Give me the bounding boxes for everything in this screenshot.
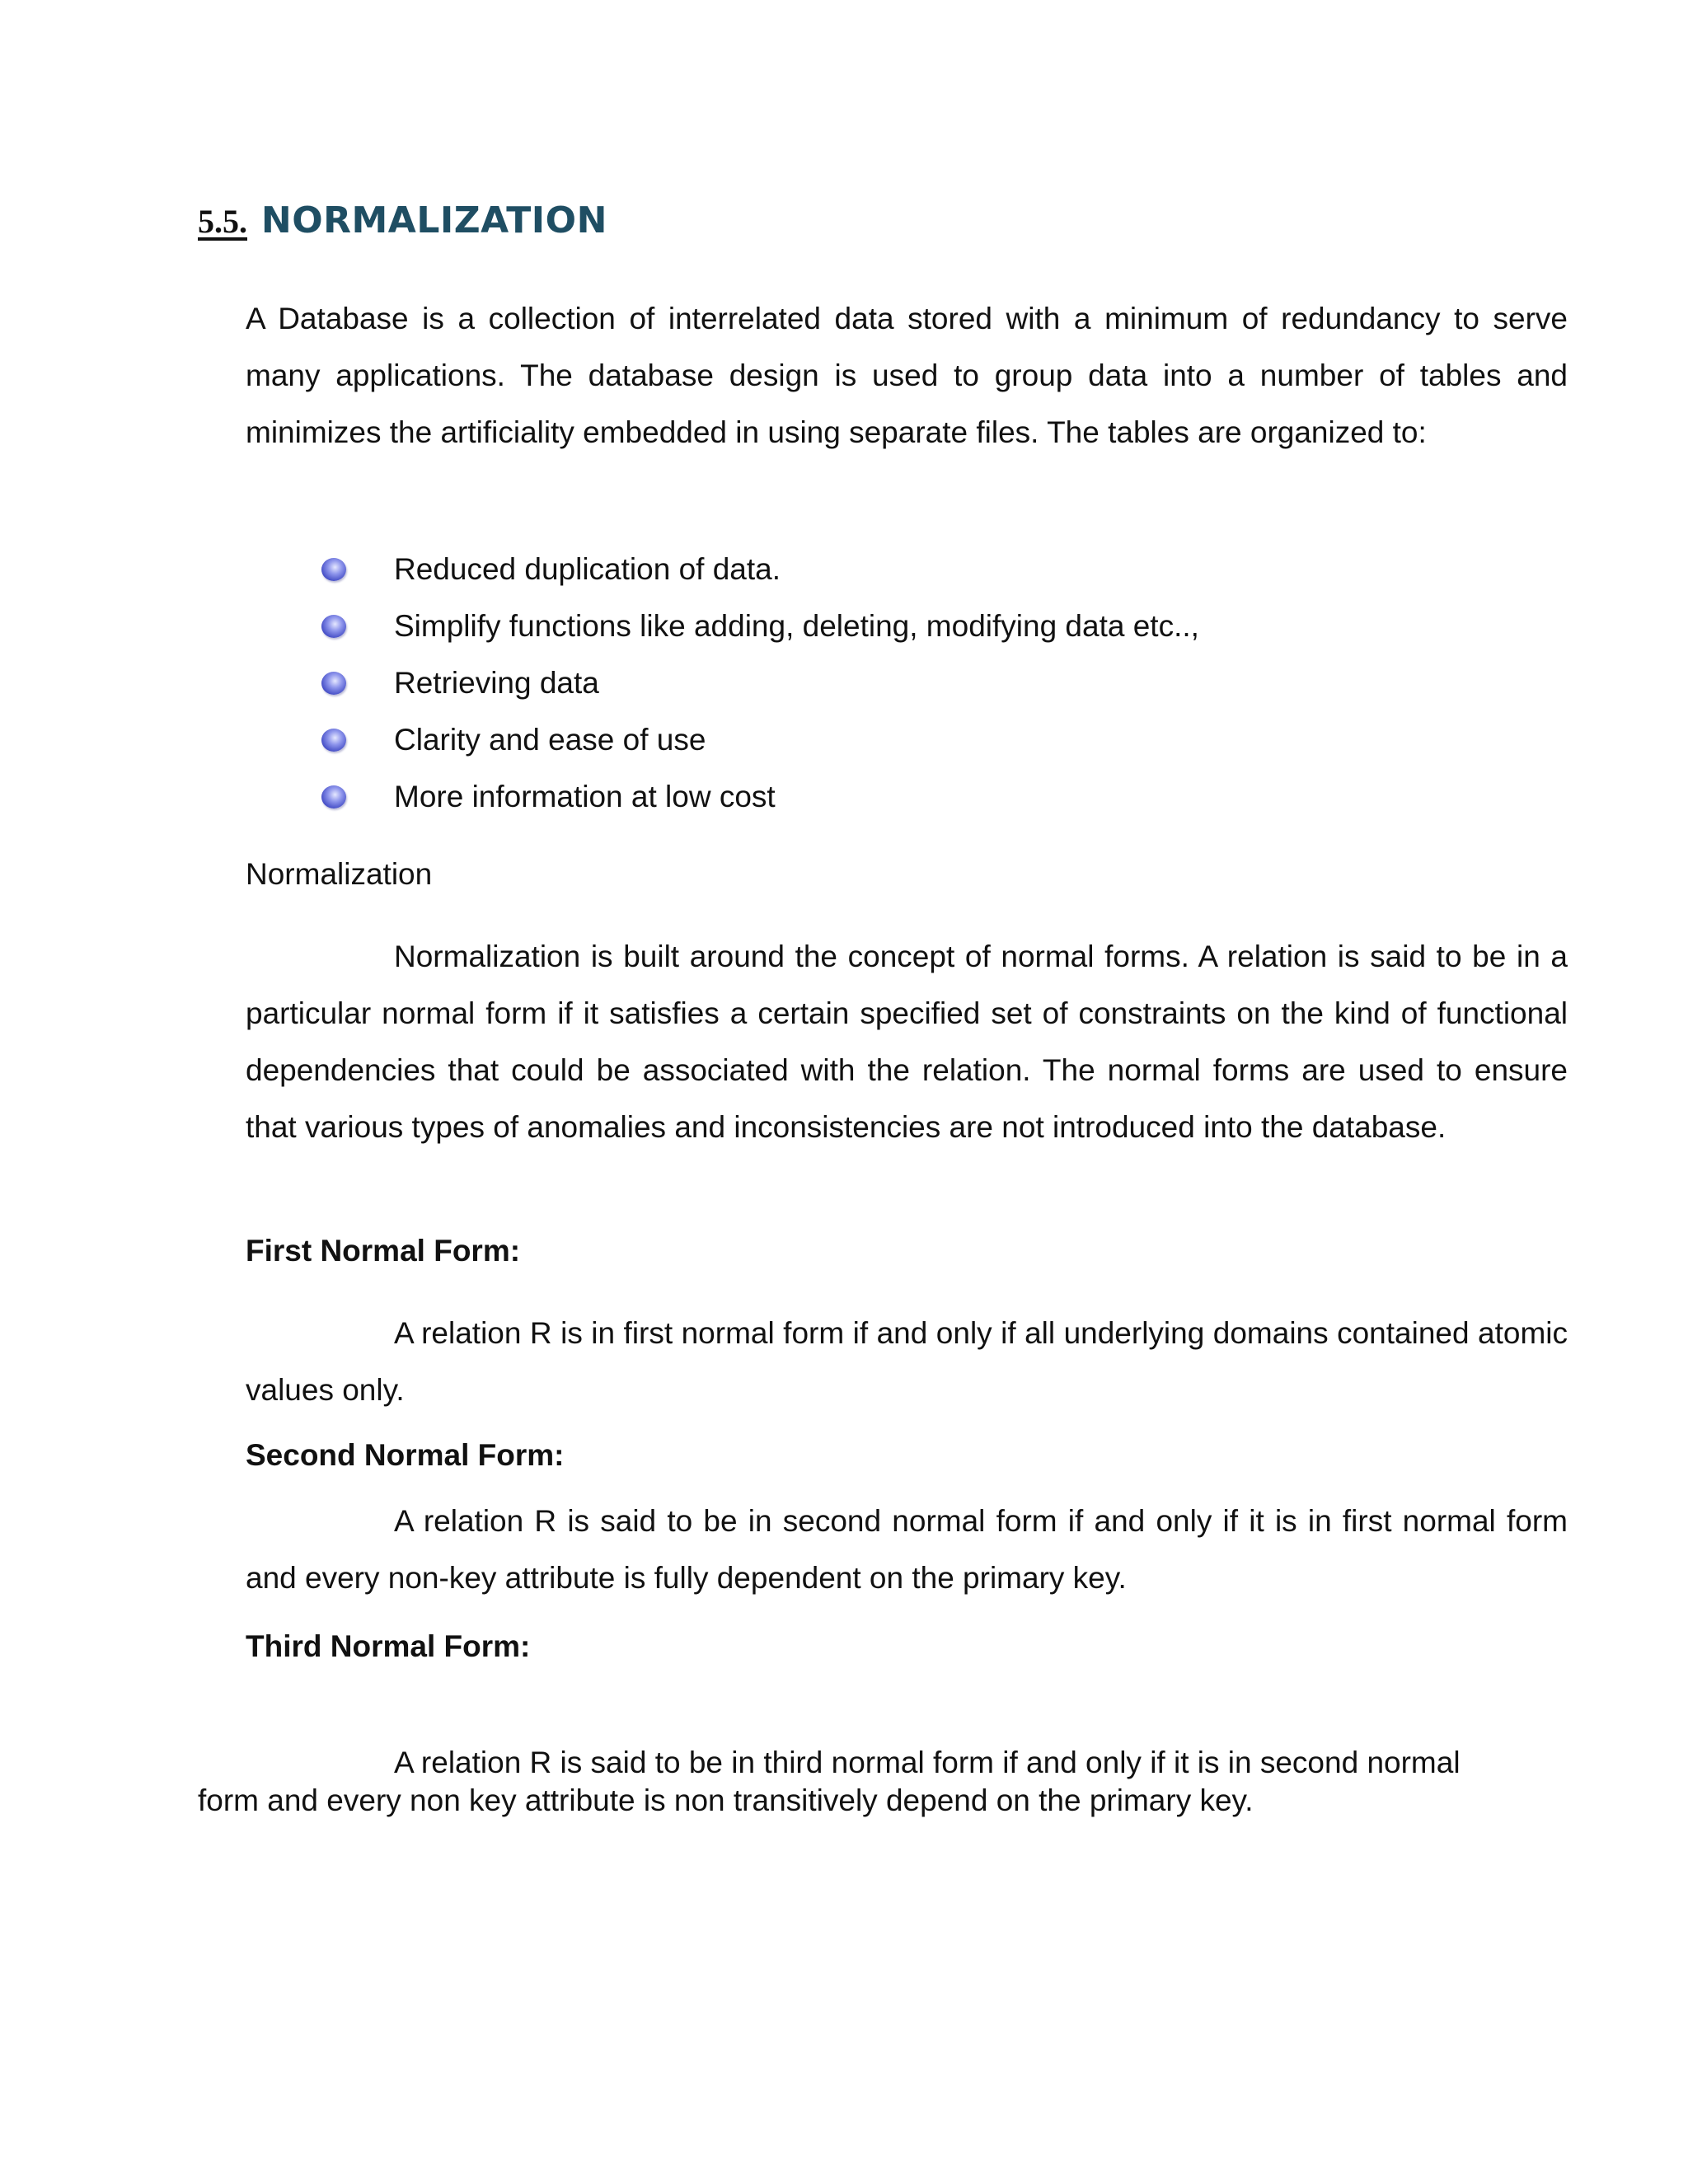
list-item-text: Retrieving data (394, 666, 599, 700)
intro-paragraph: A Database is a collection of interrelated data stored with a minimum of redundancy to serve many applications. The database design is used to group data into a number of tables and minimizes the artificiality embedded in using separate files. The tables are organized to: (246, 302, 1568, 449)
list-item-text: Simplify functions like adding, deleting, modifying data etc.., (394, 609, 1199, 643)
sphere-bullet-icon (321, 672, 346, 695)
third-normal-form-line-1: A relation R is said to be in third normal form if and only if it is in second normal (394, 1746, 1461, 1779)
list-item (321, 541, 1199, 598)
list-item-text: Reduced duplication of data. (394, 552, 781, 586)
list-item (321, 711, 1199, 768)
section-title: NORMALIZATION (260, 199, 607, 241)
section-number: 5.5. (198, 203, 247, 240)
sphere-bullet-icon (321, 615, 346, 638)
normalization-block (246, 928, 1568, 1155)
sphere-bullet-icon (321, 785, 346, 808)
sphere-bullet-icon (321, 558, 346, 581)
intro-block (246, 290, 1568, 461)
organization-goals-list (321, 541, 1199, 825)
normalization-paragraph: Normalization is built around the concept of normal forms. A relation is said to be in a particular normal form if it satisfies a certain specified set of constraints on the kind of functional dependencies that could be associated with the relation. The normal forms are used to ensure that various types of anomalies and inconsistencies are not introduced into the database. (246, 940, 1568, 1144)
second-normal-form-paragraph: A relation R is said to be in second normal form if and only if it is in first normal form and every non-key attribute is fully dependent on the primary key. (246, 1504, 1568, 1595)
sphere-bullet-icon (321, 729, 346, 752)
first-normal-form-paragraph: A relation R is in first normal form if and only if all underlying domains contained atomic values only. (246, 1316, 1568, 1407)
third-normal-form-line-2: form and every non key attribute is non transitively depend on the primary key. (198, 1783, 1254, 1817)
list-item-text: Clarity and ease of use (394, 723, 706, 757)
section-heading (198, 199, 607, 241)
first-normal-form-block (246, 1305, 1568, 1418)
list-item (321, 598, 1199, 654)
second-normal-form-heading: Second Normal Form: (246, 1438, 565, 1472)
list-item (321, 654, 1199, 711)
list-item (321, 768, 1199, 825)
third-normal-form-paragraph (198, 1744, 1541, 1820)
first-normal-form-heading: First Normal Form: (246, 1234, 521, 1268)
second-normal-form-block (246, 1493, 1568, 1606)
list-item-text: More information at low cost (394, 780, 776, 813)
third-normal-form-heading: Third Normal Form: (246, 1629, 531, 1663)
normalization-label: Normalization (246, 857, 433, 891)
